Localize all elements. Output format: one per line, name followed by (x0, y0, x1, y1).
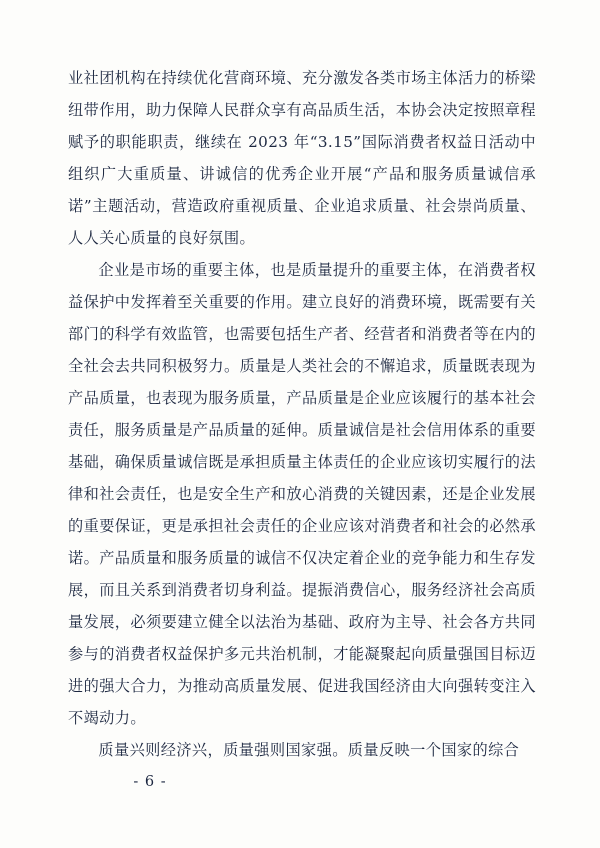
page-text-body (68, 62, 536, 766)
body-paragraph-2: 企业是市场的重要主体，也是质量提升的重要主体，在消费者权益保护中发挥着至关重要的作用。建立良好的消费环境，既需要有关部门的科学有效监管，也需要包括生产者、经营者和消费者等在内的全社会去共同积极努力。质量是人类社会的不懈追求，质量既表现为产品质量，也表现为服务质量，产品质量是企业应该履行的基本社会责任，服务质量是产品质量的延伸。质量诚信是社会信用体系的重要基础，确保质量诚信既是承担质量主体责任的企业应该切实履行的法律和社会责任，也是安全生产和放心消费的关键因素，还是企业发展的重要保证，更是承担社会责任的企业应该对消费者和社会的必然承诺。产品质量和服务质量的诚信不仅决定着企业的竞争能力和生存发展，而且关系到消费者切身利益。提振消费信心，服务经济社会高质量发展，必须要建立健全以法治为基础、政府为主导、社会各方共同参与的消费者权益保护多元共治机制，才能凝聚起向质量强国目标迈进的强大合力，为推动高质量发展、促进我国经济由大向强转变注入不竭动力。 (68, 261, 536, 727)
body-paragraph-3: 质量兴则经济兴，质量强则国家强。质量反映一个国家的综合 (98, 741, 520, 759)
body-paragraph-1: 业社团机构在持续优化营商环境、充分激发各类市场主体活力的桥梁纽带作用，助力保障人民群众享有高品质生活，本协会决定按照章程赋予的职能职责，继续在 2023 年“3.15”国际消费者权益日活动中组织广大重质量、讲诚信的优秀企业开展“产品和服务质量诚信承诺”主题活动，营造政府重视质量、企业追求质量、社会崇尚质量、人人关心质量的良好氛围。 (68, 69, 536, 247)
page-number-label: - 6 - (133, 774, 167, 790)
page-number (0, 774, 600, 790)
